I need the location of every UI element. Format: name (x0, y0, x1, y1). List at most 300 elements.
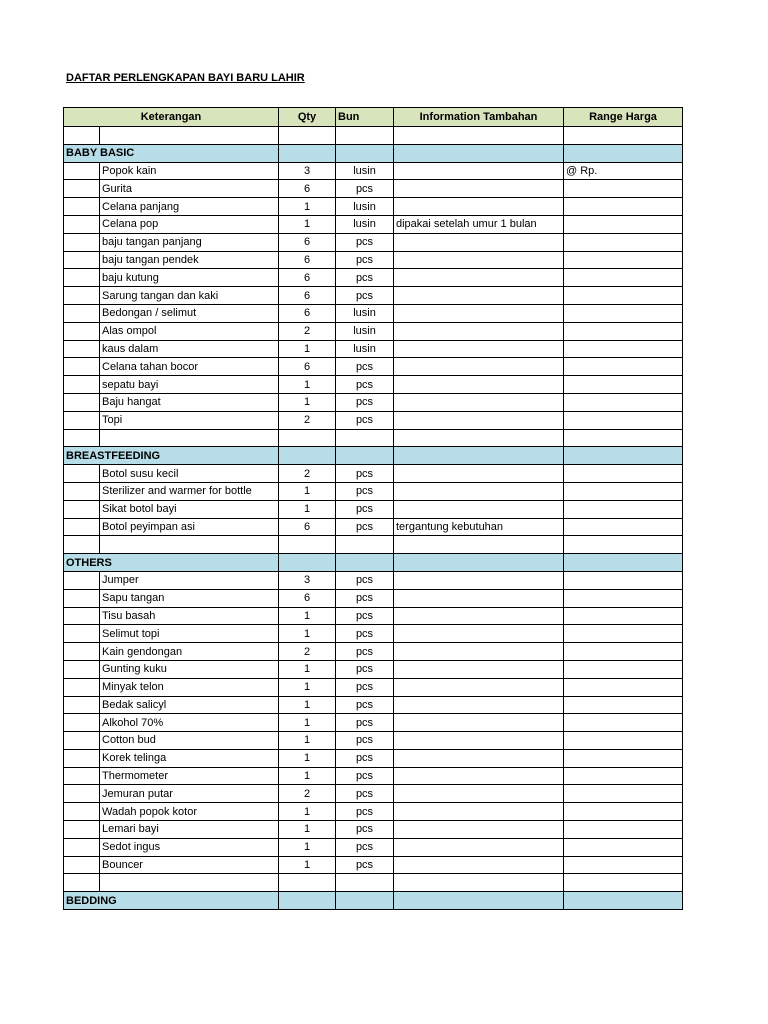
item-qty: 6 (279, 269, 336, 287)
item-qty: 6 (279, 589, 336, 607)
header-row (64, 108, 683, 127)
item-unit: pcs (336, 696, 394, 714)
table-row (64, 767, 683, 785)
item-name: Popok kain (100, 162, 279, 180)
item-info (394, 785, 564, 803)
item-name: Sedot ingus (100, 838, 279, 856)
cell-unit (336, 429, 394, 447)
table-row (64, 589, 683, 607)
item-info (394, 376, 564, 394)
document-title: DAFTAR PERLENGKAPAN BAYI BARU LAHIR (66, 72, 305, 84)
table-row (64, 215, 683, 233)
item-name: Sarung tangan dan kaki (100, 287, 279, 305)
table-row (64, 500, 683, 518)
item-name: Bedongan / selimut (100, 304, 279, 322)
item-unit: lusin (336, 215, 394, 233)
category-label: BABY BASIC (64, 144, 279, 162)
header-information-tambahan: Information Tambahan (394, 108, 564, 127)
table-row (64, 269, 683, 287)
item-range (564, 393, 683, 411)
category-label: OTHERS (64, 554, 279, 572)
table-row (64, 465, 683, 483)
item-unit: pcs (336, 821, 394, 839)
table-row (64, 749, 683, 767)
item-unit: pcs (336, 714, 394, 732)
table-row (64, 714, 683, 732)
cell-range (564, 874, 683, 892)
cell-index (64, 714, 100, 732)
cell-name (100, 874, 279, 892)
item-unit: lusin (336, 304, 394, 322)
cell-index (64, 678, 100, 696)
item-qty: 6 (279, 518, 336, 536)
table-row (64, 393, 683, 411)
item-range (564, 803, 683, 821)
table-row (64, 233, 683, 251)
cell-unit (336, 892, 394, 910)
cell-index (64, 482, 100, 500)
cell-index (64, 518, 100, 536)
item-qty: 2 (279, 465, 336, 483)
item-name: Kain gendongan (100, 643, 279, 661)
item-name: kaus dalam (100, 340, 279, 358)
item-name: Alas ompol (100, 322, 279, 340)
item-range (564, 821, 683, 839)
item-qty: 6 (279, 251, 336, 269)
blank-row (64, 429, 683, 447)
cell-info (394, 536, 564, 554)
item-unit: pcs (336, 571, 394, 589)
cell-info (394, 447, 564, 465)
item-info (394, 767, 564, 785)
table-row (64, 803, 683, 821)
item-info (394, 358, 564, 376)
item-name: Bouncer (100, 856, 279, 874)
blank-row (64, 536, 683, 554)
cell-index (64, 251, 100, 269)
item-name: baju tangan pendek (100, 251, 279, 269)
item-name: Tisu basah (100, 607, 279, 625)
item-qty: 6 (279, 233, 336, 251)
item-unit: pcs (336, 518, 394, 536)
category-row (64, 447, 683, 465)
table-row (64, 304, 683, 322)
item-name: Celana pop (100, 215, 279, 233)
item-qty: 1 (279, 856, 336, 874)
item-name: Lemari bayi (100, 821, 279, 839)
item-name: Baju hangat (100, 393, 279, 411)
item-qty: 1 (279, 607, 336, 625)
table-row (64, 198, 683, 216)
item-info (394, 625, 564, 643)
cell-index (64, 429, 100, 447)
item-unit: pcs (336, 767, 394, 785)
item-unit: pcs (336, 660, 394, 678)
table-row (64, 838, 683, 856)
cell-qty (279, 892, 336, 910)
table-row (64, 322, 683, 340)
item-range (564, 571, 683, 589)
item-name: Sikat botol bayi (100, 500, 279, 518)
item-name: Celana tahan bocor (100, 358, 279, 376)
cell-unit (336, 144, 394, 162)
item-unit: lusin (336, 340, 394, 358)
item-range (564, 856, 683, 874)
item-unit: pcs (336, 838, 394, 856)
item-range (564, 465, 683, 483)
cell-unit (336, 536, 394, 554)
item-unit: pcs (336, 732, 394, 750)
cell-index (64, 287, 100, 305)
item-range (564, 198, 683, 216)
cell-index (64, 322, 100, 340)
item-unit: pcs (336, 251, 394, 269)
cell-index (64, 874, 100, 892)
item-unit: lusin (336, 162, 394, 180)
item-name: Jumper (100, 571, 279, 589)
item-info (394, 180, 564, 198)
item-name: Korek telinga (100, 749, 279, 767)
cell-index (64, 767, 100, 785)
table-row (64, 411, 683, 429)
item-info (394, 838, 564, 856)
item-info (394, 749, 564, 767)
cell-index (64, 465, 100, 483)
header-qty: Qty (279, 108, 336, 127)
table-row (64, 340, 683, 358)
cell-index (64, 643, 100, 661)
category-row (64, 144, 683, 162)
cell-index (64, 589, 100, 607)
item-info (394, 269, 564, 287)
cell-index (64, 821, 100, 839)
cell-qty (279, 554, 336, 572)
item-unit: pcs (336, 233, 394, 251)
item-qty: 1 (279, 821, 336, 839)
header-keterangan: Keterangan (64, 108, 279, 127)
table-row (64, 607, 683, 625)
table-row (64, 251, 683, 269)
cell-qty (279, 144, 336, 162)
item-name: Bedak salicyl (100, 696, 279, 714)
cell-unit (336, 874, 394, 892)
item-qty: 1 (279, 393, 336, 411)
category-row (64, 554, 683, 572)
item-name: Alkohol 70% (100, 714, 279, 732)
item-qty: 1 (279, 749, 336, 767)
item-qty: 1 (279, 500, 336, 518)
item-qty: 6 (279, 358, 336, 376)
item-range (564, 660, 683, 678)
cell-index (64, 411, 100, 429)
item-name: baju tangan panjang (100, 233, 279, 251)
item-qty: 2 (279, 322, 336, 340)
item-info (394, 411, 564, 429)
item-qty: 6 (279, 287, 336, 305)
item-unit: pcs (336, 465, 394, 483)
cell-index (64, 571, 100, 589)
item-range (564, 838, 683, 856)
item-range (564, 732, 683, 750)
cell-info (394, 127, 564, 145)
item-unit: pcs (336, 803, 394, 821)
item-info (394, 803, 564, 821)
item-range (564, 482, 683, 500)
item-info (394, 821, 564, 839)
cell-info (394, 892, 564, 910)
cell-qty (279, 127, 336, 145)
item-unit: pcs (336, 411, 394, 429)
item-unit: lusin (336, 198, 394, 216)
item-qty: 2 (279, 643, 336, 661)
cell-range (564, 892, 683, 910)
table-row (64, 376, 683, 394)
cell-index (64, 838, 100, 856)
item-info (394, 233, 564, 251)
cell-index (64, 660, 100, 678)
table-row (64, 162, 683, 180)
item-unit: pcs (336, 643, 394, 661)
cell-index (64, 500, 100, 518)
item-qty: 1 (279, 198, 336, 216)
item-qty: 3 (279, 571, 336, 589)
cell-index (64, 376, 100, 394)
item-name: baju kutung (100, 269, 279, 287)
cell-info (394, 429, 564, 447)
item-name: Gunting kuku (100, 660, 279, 678)
cell-index (64, 269, 100, 287)
item-unit: pcs (336, 625, 394, 643)
item-unit: pcs (336, 180, 394, 198)
table-row (64, 732, 683, 750)
item-qty: 1 (279, 803, 336, 821)
cell-qty (279, 874, 336, 892)
item-info (394, 607, 564, 625)
item-info (394, 482, 564, 500)
item-range (564, 785, 683, 803)
table-row (64, 785, 683, 803)
item-range (564, 376, 683, 394)
item-qty: 1 (279, 838, 336, 856)
item-range (564, 269, 683, 287)
item-range (564, 696, 683, 714)
cell-qty (279, 536, 336, 554)
cell-info (394, 144, 564, 162)
cell-unit (336, 127, 394, 145)
item-name: Wadah popok kotor (100, 803, 279, 821)
table-row (64, 518, 683, 536)
item-qty: 6 (279, 304, 336, 322)
item-unit: pcs (336, 589, 394, 607)
checklist-table (63, 107, 683, 910)
item-info (394, 162, 564, 180)
item-info (394, 322, 564, 340)
item-range (564, 251, 683, 269)
item-info (394, 198, 564, 216)
item-unit: pcs (336, 482, 394, 500)
cell-qty (279, 447, 336, 465)
item-info (394, 304, 564, 322)
cell-index (64, 749, 100, 767)
item-range (564, 287, 683, 305)
item-range (564, 215, 683, 233)
item-info (394, 571, 564, 589)
cell-index (64, 162, 100, 180)
cell-index (64, 215, 100, 233)
table-row (64, 625, 683, 643)
item-qty: 6 (279, 180, 336, 198)
cell-index (64, 625, 100, 643)
item-range (564, 322, 683, 340)
item-unit: pcs (336, 678, 394, 696)
item-qty: 1 (279, 376, 336, 394)
cell-range (564, 447, 683, 465)
cell-qty (279, 429, 336, 447)
category-label: BREASTFEEDING (64, 447, 279, 465)
cell-name (100, 429, 279, 447)
item-name: Topi (100, 411, 279, 429)
item-range (564, 304, 683, 322)
table-row (64, 856, 683, 874)
item-name: Jemuran putar (100, 785, 279, 803)
item-info (394, 287, 564, 305)
item-unit: pcs (336, 287, 394, 305)
cell-range (564, 127, 683, 145)
item-range (564, 233, 683, 251)
item-unit: pcs (336, 785, 394, 803)
table-row (64, 482, 683, 500)
cell-range (564, 554, 683, 572)
header-range-harga: Range Harga (564, 108, 683, 127)
table-row (64, 180, 683, 198)
item-info (394, 589, 564, 607)
item-name: Cotton bud (100, 732, 279, 750)
item-unit: pcs (336, 269, 394, 287)
table-row (64, 358, 683, 376)
cell-index (64, 393, 100, 411)
item-info: dipakai setelah umur 1 bulan (394, 215, 564, 233)
cell-range (564, 429, 683, 447)
cell-name (100, 127, 279, 145)
item-name: Selimut topi (100, 625, 279, 643)
item-info (394, 465, 564, 483)
cell-index (64, 803, 100, 821)
table-row (64, 571, 683, 589)
item-unit: pcs (336, 607, 394, 625)
cell-index (64, 233, 100, 251)
item-range (564, 358, 683, 376)
cell-info (394, 874, 564, 892)
item-qty: 1 (279, 767, 336, 785)
table-row (64, 696, 683, 714)
cell-range (564, 536, 683, 554)
item-range (564, 589, 683, 607)
item-unit: pcs (336, 500, 394, 518)
item-info (394, 643, 564, 661)
blank-row (64, 127, 683, 145)
item-range (564, 749, 683, 767)
cell-index (64, 180, 100, 198)
cell-index (64, 856, 100, 874)
item-name: Sapu tangan (100, 589, 279, 607)
item-qty: 1 (279, 696, 336, 714)
table-body (64, 127, 683, 910)
item-range (564, 714, 683, 732)
blank-row (64, 874, 683, 892)
cell-unit (336, 447, 394, 465)
item-info (394, 340, 564, 358)
item-qty: 2 (279, 411, 336, 429)
item-range (564, 180, 683, 198)
cell-info (394, 554, 564, 572)
category-row (64, 892, 683, 910)
item-range (564, 411, 683, 429)
item-info (394, 660, 564, 678)
item-qty: 1 (279, 215, 336, 233)
table-row (64, 660, 683, 678)
header-bun: Bun (336, 108, 394, 127)
item-name: Botol peyimpan asi (100, 518, 279, 536)
item-name: sepatu bayi (100, 376, 279, 394)
category-label: BEDDING (64, 892, 279, 910)
cell-index (64, 732, 100, 750)
item-range (564, 625, 683, 643)
item-range (564, 643, 683, 661)
item-name: Botol susu kecil (100, 465, 279, 483)
cell-index (64, 358, 100, 376)
cell-index (64, 198, 100, 216)
table-row (64, 678, 683, 696)
item-qty: 1 (279, 714, 336, 732)
item-name: Thermometer (100, 767, 279, 785)
item-info (394, 696, 564, 714)
item-range (564, 607, 683, 625)
item-qty: 1 (279, 660, 336, 678)
item-qty: 2 (279, 785, 336, 803)
item-unit: pcs (336, 376, 394, 394)
item-range (564, 340, 683, 358)
item-name: Minyak telon (100, 678, 279, 696)
cell-index (64, 607, 100, 625)
cell-index (64, 785, 100, 803)
item-info (394, 500, 564, 518)
item-unit: pcs (336, 749, 394, 767)
table-row (64, 287, 683, 305)
item-info (394, 678, 564, 696)
item-info (394, 251, 564, 269)
cell-index (64, 340, 100, 358)
item-unit: pcs (336, 393, 394, 411)
cell-index (64, 304, 100, 322)
cell-index (64, 696, 100, 714)
item-name: Celana panjang (100, 198, 279, 216)
item-qty: 1 (279, 678, 336, 696)
item-info (394, 732, 564, 750)
table-row (64, 643, 683, 661)
cell-name (100, 536, 279, 554)
item-range (564, 678, 683, 696)
item-name: Sterilizer and warmer for bottle (100, 482, 279, 500)
item-name: Gurita (100, 180, 279, 198)
item-unit: pcs (336, 856, 394, 874)
item-unit: lusin (336, 322, 394, 340)
item-range (564, 518, 683, 536)
item-range (564, 500, 683, 518)
item-info (394, 714, 564, 732)
item-info: tergantung kebutuhan (394, 518, 564, 536)
item-range: @ Rp. (564, 162, 683, 180)
item-qty: 1 (279, 482, 336, 500)
